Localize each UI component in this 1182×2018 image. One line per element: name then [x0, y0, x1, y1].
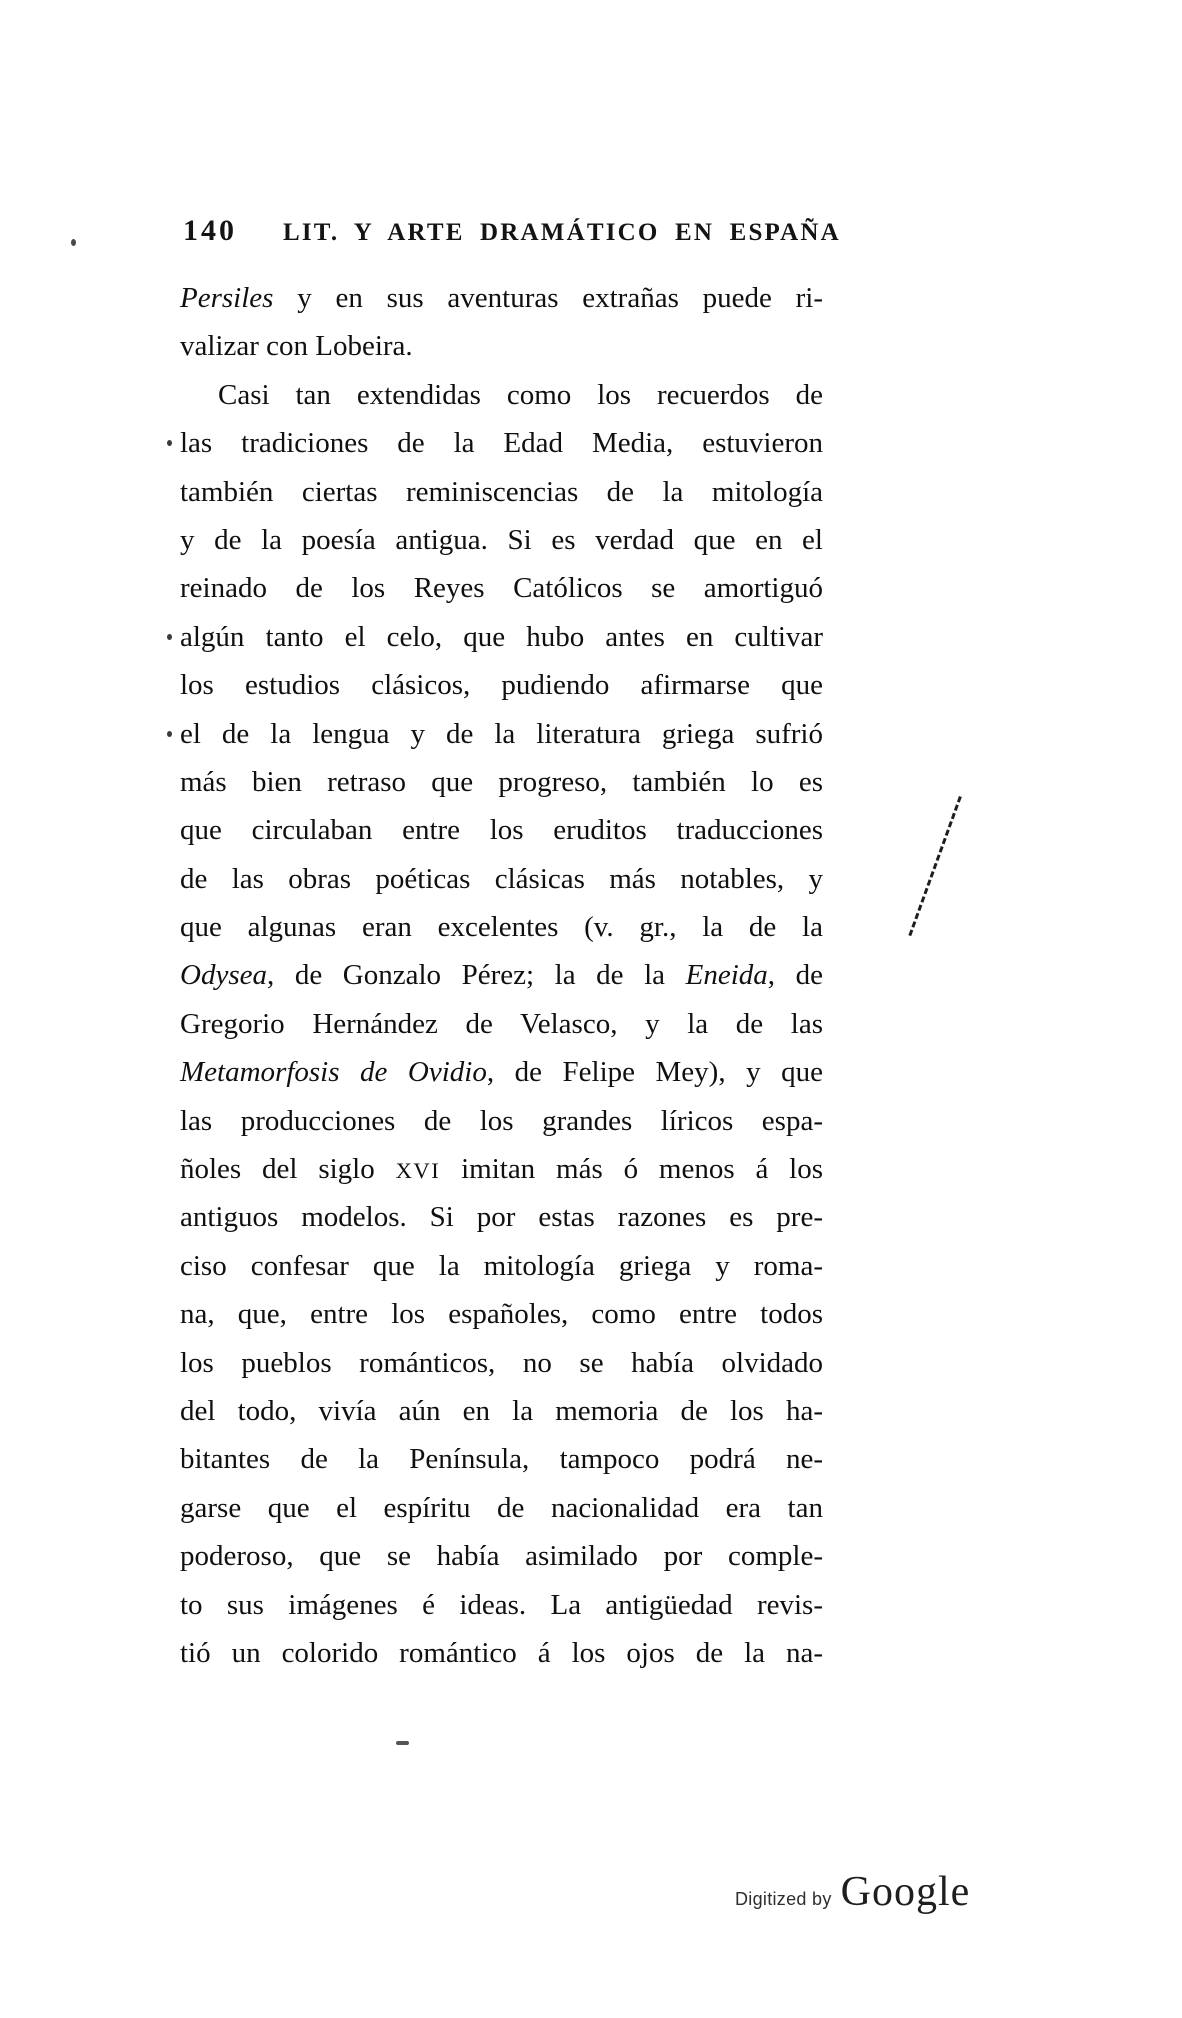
text-line: bitantes de la Península, tampoco podrá ne-: [180, 1443, 823, 1476]
text-line: ciso confesar que la mitología griega y roma-: [180, 1249, 823, 1282]
text-line: más bien retraso que progreso, también lo es: [180, 765, 823, 798]
page-number: 140: [183, 214, 237, 247]
google-logo: Google: [840, 1869, 971, 1915]
text-line: valizar con Lobeira.: [180, 330, 413, 363]
digitized-watermark: [735, 1868, 970, 1916]
ink-dash: [396, 1741, 409, 1745]
text-line: antiguos modelos. Si por estas razones es pre-: [180, 1201, 823, 1234]
text-line: algún tanto el celo, que hubo antes en cultivar: [180, 613, 823, 661]
text-line: Metamorfosis de Ovidio, de Felipe Mey), y que: [180, 1056, 823, 1089]
text-line: Persiles y en sus aventuras extrañas puede ri-: [180, 282, 823, 314]
text-line: na, que, entre los españoles, como entre todos: [180, 1298, 823, 1331]
pen-stroke-mark: [908, 796, 961, 936]
text-line: tió un colorido romántico á los ojos de la na-: [180, 1636, 823, 1669]
text-line: Odysea, de Gonzalo Pérez; la de la Eneida, de: [180, 959, 823, 992]
text-line: garse que el espíritu de nacionalidad era tan: [180, 1491, 823, 1524]
digitized-by-label: Digitized by: [735, 1889, 832, 1909]
text-line: Casi tan extendidas como los recuerdos de: [218, 378, 823, 411]
running-title: LIT. Y ARTE DRAMÁTICO EN ESPAÑA: [283, 219, 841, 246]
text-line: que algunas eran excelentes (v. gr., la de la: [180, 911, 823, 944]
text-line: Gregorio Hernández de Velasco, y la de las: [180, 1007, 823, 1040]
text-line: el de la lengua y de la literatura griega sufrió: [180, 710, 823, 758]
text-line: y de la poesía antigua. Si es verdad que en el: [180, 523, 823, 556]
text-line: los estudios clásicos, pudiendo afirmarse que: [180, 669, 823, 702]
text-line: to sus imágenes é ideas. La antigüedad revis-: [180, 1588, 823, 1621]
text-line: que circulaban entre los eruditos traducciones: [180, 814, 823, 847]
text-line: las tradiciones de la Edad Media, estuvieron: [180, 419, 823, 467]
text-line: también ciertas reminiscencias de la mitología: [180, 475, 823, 508]
text-line: de las obras poéticas clásicas más notables, y: [180, 862, 823, 895]
ink-speck: [71, 239, 76, 246]
page-header: [183, 214, 841, 248]
text-line: reinado de los Reyes Católicos se amortiguó: [180, 572, 823, 605]
text-line: ñoles del siglo XVI imitan más ó menos á los: [180, 1153, 824, 1186]
text-line: los pueblos románticos, no se había olvidado: [180, 1346, 823, 1379]
text-line: poderoso, que se había asimilado por comple-: [180, 1540, 823, 1573]
text-line: las producciones de los grandes líricos espa-: [180, 1104, 823, 1137]
body-text: [180, 274, 823, 1677]
text-line: del todo, vivía aún en la memoria de los ha-: [180, 1394, 823, 1427]
